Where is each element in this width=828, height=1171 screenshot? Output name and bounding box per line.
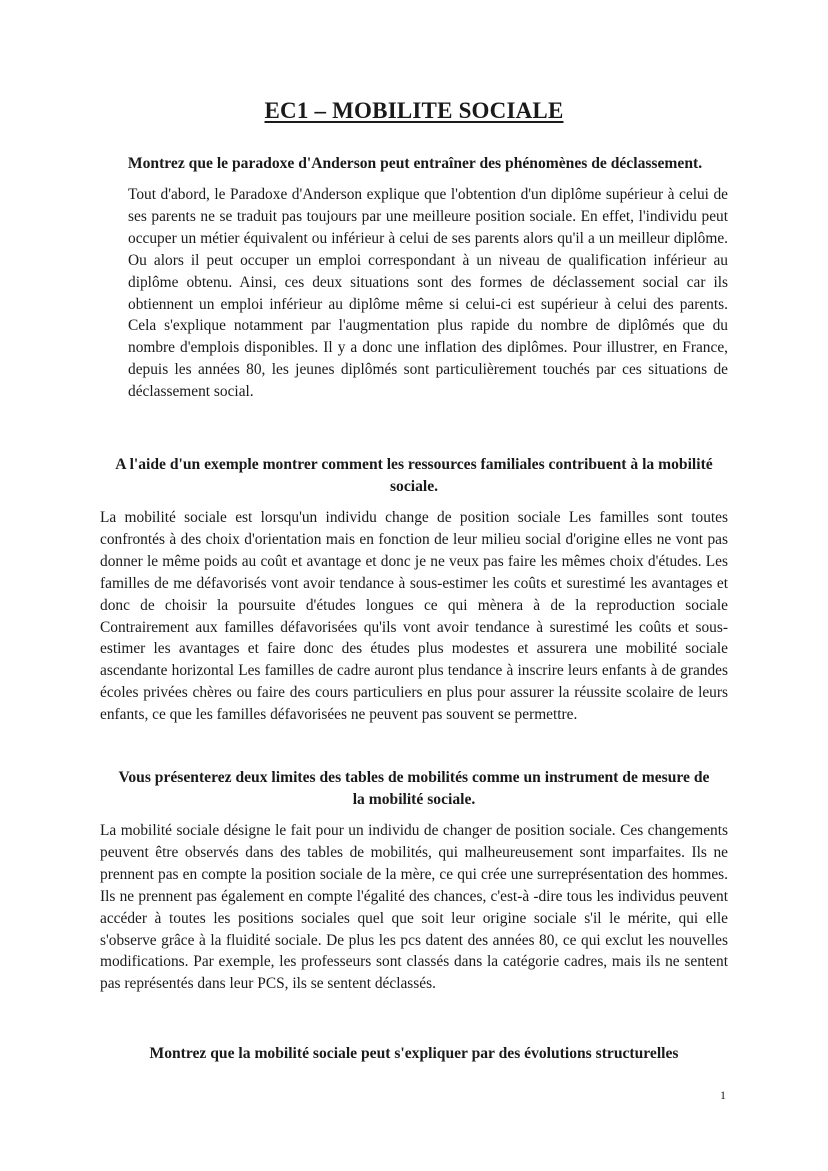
question-heading-4: Montrez que la mobilité sociale peut s'expliquer par des évolutions structurelles <box>149 1045 679 1062</box>
question-heading-2: A l'aide d'un exemple montrer comment les ressources familiales contribuent à la mobilité sociale. <box>115 456 713 495</box>
question-heading-1: Montrez que le paradoxe d'Anderson peut entraîner des phénomènes de déclassement. <box>127 155 703 172</box>
question-heading-3: Vous présenterez deux limites des tables de mobilités comme un instrument de mesure de la mobilité sociale. <box>118 769 710 808</box>
page-title-text: EC1 – MOBILITE SOCIALE <box>264 98 564 123</box>
page-title <box>0 96 828 126</box>
answer-paragraph-3: La mobilité sociale désigne le fait pour un individu de changer de position sociale. Ces changements peuvent être observés dans des tables de mobilités, qui malheureusement sont imparfaites. Ils ne prennent pas en compte la position sociale de la mère, ce qui crée une surreprésentation des hommes. Ils ne prennent pas également en compte l'égalité des chances, c'est-à -dire tous les individus peuvent accéder à toutes les positions sociales quel que soit leur origine sociale s'il le mérite, qui elle s'observe grâce à la fluidité sociale. De plus les pcs datent des années 80, ce qui exclut les nouvelles modifications. Par exemple, les professeurs sont classés dans la catégorie cadres, mais ils ne sentent pas représentés dans leur PCS, ils se sentent déclassés. <box>100 822 728 993</box>
page-number: 1 <box>720 1088 726 1102</box>
answer-paragraph-2: La mobilité sociale est lorsqu'un individu change de position sociale Les familles sont toutes confrontés à des choix d'orientation mais en fonction de leur milieu social d'origine elles ne vont pas donner le même poids au coût et avantage et donc je ne veux pas faire les mêmes choix d'études. Les familles de me défavorisés vont avoir tendance à sous-estimer les coûts et surestimé les avantages et donc de choisir la poursuite d'études longues ce qui mènera à de la reproduction sociale Contrairement aux familles défavorisées qu'ils vont avoir tendance à surestimé les coûts et sous-estimer les avantages et faire donc des études plus modestes et assurera une mobilité sociale ascendante horizontal Les familles de cadre auront plus tendance à inscrire leurs enfants à de grandes écoles privées chères ou faire des cours particuliers en plus pour assurer la réussite scolaire de leurs enfants, ce que les familles défavorisées ne peuvent pas souvent se permettre. <box>100 509 728 724</box>
answer-paragraph-1: Tout d'abord, le Paradoxe d'Anderson explique que l'obtention d'un diplôme supérieur à celui de ses parents ne se traduit pas toujours par une meilleure position sociale. En effet, l'individu peut occuper un métier équivalent ou inférieur à celui de ses parents alors qu'il a un meilleur diplôme. Ou alors il peut occuper un emploi correspondant à un niveau de qualification inférieur au diplôme obtenu. Ainsi, ces deux situations sont des formes de déclassement social car ils obtiennent un emploi inférieur au diplôme même si celui-ci est supérieur à celui des parents. Cela s'explique notamment par l'augmentation plus rapide du nombre de diplômés que du nombre d'emplois disponibles. Il y a donc une inflation des diplômes. Pour illustrer, en France, depuis les années 80, les jeunes diplômés sont particulièrement touchés par ces situations de déclassement social. <box>128 186 728 401</box>
